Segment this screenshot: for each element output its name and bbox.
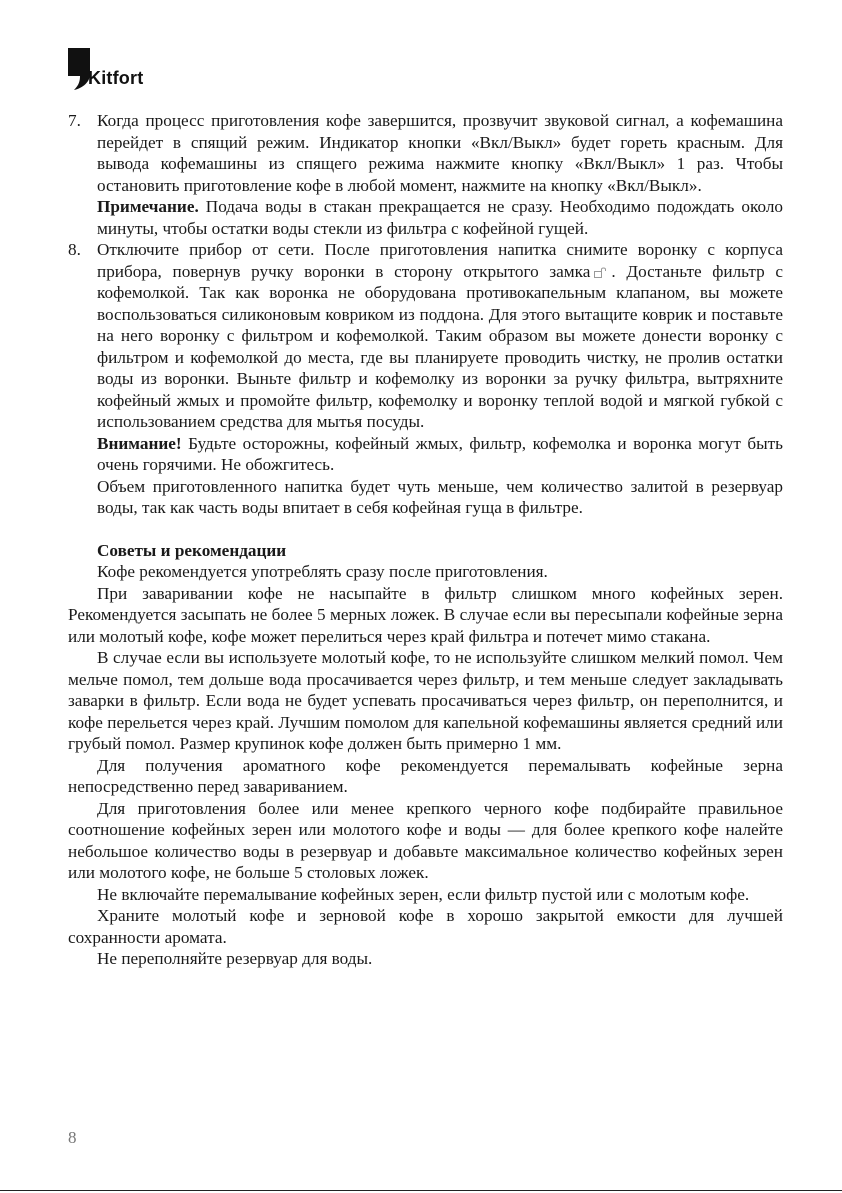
- page-number: 8: [68, 1128, 77, 1147]
- step-number: 7.: [68, 111, 81, 130]
- step-text-continued: . Достаньте фильтр с кофемолкой. Так как воронка не оборудована противокапельным клапаном, вы можете воспользоваться силиконовым ковриком из поддона. Для этого вытащите коврик и поставьте на него воронку с фильтром и кофемолкой. Таким образом вы можете донести воронку с фильтром и кофемолкой до места, где вы планируете проводить чистку, не пролив остатки воды из воронки. Выньте фильтр и кофемолку из воронки за ручку фильтра, вытряхните кофейный жмых и промойте фильтр, кофемолку и воронку теплой водой и мягкой губкой с использованием средства для мытья посуды.: [97, 261, 783, 431]
- step-7: [68, 110, 783, 239]
- tips-heading: Советы и рекомендации: [97, 540, 287, 560]
- tips-paragraph: Для приготовления более или менее крепкого черного кофе подбирайте правильное соотношение кофейных зерен или молотого кофе и воды — для более крепкого кофе налейте небольшое количество воды в резервуар и добавьте максимальное количество кофейных зерен или молотого кофе, не больше 5 столовых ложек.: [68, 798, 783, 882]
- warning-paragraph: [97, 433, 783, 476]
- document-body: [68, 110, 783, 970]
- tips-paragraph: Не переполняйте резервуар для воды.: [97, 949, 373, 968]
- tips-paragraph: Храните молотый кофе и зерновой кофе в хорошо закрытой емкости для лучшей сохранности аромата.: [68, 906, 783, 947]
- unlock-icon: [594, 267, 607, 278]
- step-8: [68, 239, 783, 519]
- tips-paragraph: Не включайте перемалывание кофейных зерен, если фильтр пустой или с молотым кофе.: [97, 884, 750, 904]
- step-text: Отключите прибор от сети. После приготовления напитка снимите воронку с корпуса прибора, повернув ручку воронки в сторону открытого замка: [97, 240, 783, 281]
- step-text: Когда процесс приготовления кофе завершится, прозвучит звуковой сигнал, а кофемашина перейдет в спящий режим. Индикатор кнопки «Вкл/Выкл» будет гореть красным. Для вывода кофемашины из спящего режима нажмите кнопку «Вкл/Выкл» 1 раз. Чтобы остановить приготовление кофе в любой момент, нажмите на кнопку «Вкл/Выкл».: [97, 111, 783, 195]
- step-paragraph: [97, 239, 783, 433]
- bottom-rule: [0, 1190, 842, 1191]
- note-paragraph: [97, 196, 783, 239]
- tips-paragraph: При заваривании кофе не насыпайте в фильтр слишком много кофейных зерен. Рекомендуется засыпать не более 5 мерных ложек. В случае если вы пересыпали кофейные зерна или молотый кофе, кофе может перелиться через край фильтра и потечет мимо стакана.: [68, 583, 783, 646]
- step-number: 8.: [68, 240, 81, 259]
- tips-paragraph: В случае если вы используете молотый кофе, то не используйте слишком мелкий помол. Чем мельче помол, тем дольше вода просачивается через фильтр, и тем меньше следует закладывать заварки в фильтр. Если вода не будет успевать просачиваться через фильтр, он переполнится, и кофе перельется через край. Лучшим помолом для капельной кофемашины является средний или грубый помол. Размер крупинок кофе должен быть примерно 1 мм.: [68, 648, 783, 753]
- brand-name: Kitfort: [88, 68, 144, 88]
- warning-label: Внимание!: [97, 433, 182, 453]
- kitfort-logo: [68, 48, 143, 90]
- step-paragraph: [97, 110, 783, 196]
- volume-note: Объем приготовленного напитка будет чуть меньше, чем количество залитой в резервуар воды, так как часть воды впитает в себя кофейная гуща в фильтре.: [97, 476, 783, 517]
- note-text: Подача воды в стакан прекращается не сразу. Необходимо подождать около минуты, чтобы остатки воды стекли из фильтра с кофейной гущей.: [97, 197, 783, 238]
- note-label: Примечание.: [97, 197, 199, 216]
- kitfort-logo-icon: [68, 48, 90, 90]
- tips-paragraph: Кофе рекомендуется употреблять сразу после приготовления.: [97, 562, 548, 581]
- warning-text: Будьте осторожны, кофейный жмых, фильтр, кофемолка и воронка могут быть очень горячими. Не обожгитесь.: [97, 433, 783, 474]
- tips-paragraph: Для получения ароматного кофе рекомендуется перемалывать кофейные зерна непосредственно перед завариванием.: [68, 755, 783, 796]
